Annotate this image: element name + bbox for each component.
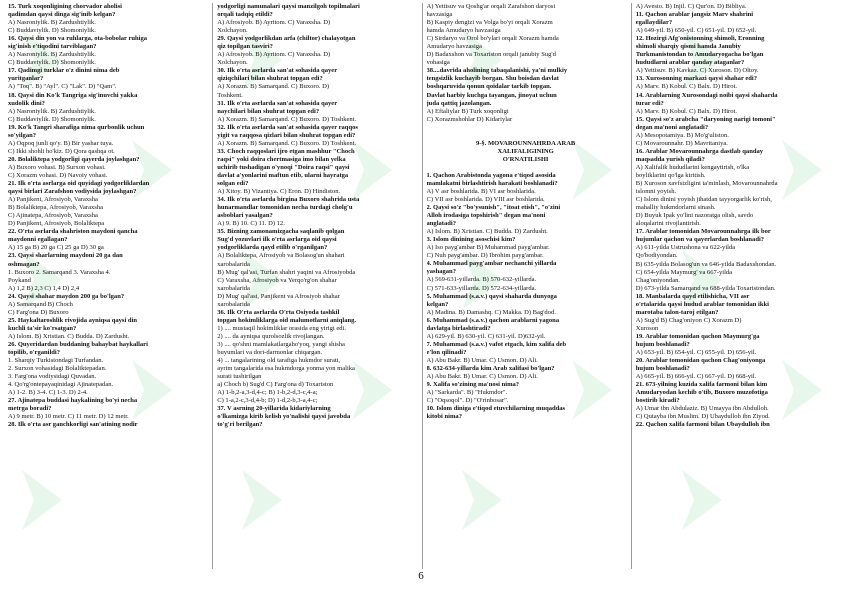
answer-line: A) Xalifalik hududlarini kengaytirish, o'lka (635, 163, 750, 171)
question-line: kitobi nima? (426, 413, 462, 421)
question-line: 9-§. MOVAROUNNAHRDA ARAB (475, 139, 576, 147)
answer-line: Chag'oniyondan. (635, 276, 681, 284)
answer-line: 2. Surxon vohasidagi Bolaliktepadan. (8, 365, 107, 373)
question-line: 20. Arablar tomonidan qachon Chag'oniyonga (635, 357, 766, 365)
answer-line: A) Islom. B) Xristian. C) Budda. D) Zardusht. (8, 332, 130, 340)
question-line: yigit va raqqosa qizlari bilan shuhrat topgan edi? (217, 131, 356, 139)
question-line: oshmagan? (8, 260, 40, 268)
question-line: 8. 632-634-yillarda kim Arab xalifasi bo'lgan? (426, 364, 555, 372)
question-line: e'lon qilinadi? (426, 348, 467, 356)
answer-line: C) Buddaviylik. D) Shomoniylik. (8, 115, 96, 123)
question-line: Turkmanistondan to Amudaryogacha bo'lgan (635, 51, 764, 59)
question-line: 12. Hozirgi Afg'onistonning shimoli, Eronning (635, 35, 765, 43)
question-line: degan ma'noni anglatadi? (635, 123, 709, 131)
question-line: topgan hokimliklarga oid malumotlarni aniqlang. (217, 316, 357, 324)
question-line: 4. Muhammad payg'ambar nechanchi yillarda (426, 260, 557, 268)
answer-line: xarobalarida (217, 300, 250, 308)
question-line: 6. Muhammad (s.a.v.) qachon arablarni yagona (426, 316, 560, 324)
question-line: juda qattiq jazolangan. (426, 99, 492, 107)
answer-line: B) 635-yilda Bolasog'un va 646-yilda Badaxshondan. (635, 260, 777, 268)
answer-line: B) Xuroson xavfsizligini ta'minlash, Movarounnahrda (635, 180, 778, 188)
question-line: yuritganlar? (8, 75, 44, 83)
answer-line: C) Sirdaryo va Orol bo'ylari orqali Xorazm hamda (426, 35, 559, 43)
answer-line: A) 1-2. B) 3-4. C) 1-3. D) 2-4. (8, 389, 88, 397)
question-line: 34. Ilk o'rta asrlarda birgina Buxoro shahrida usta (217, 196, 360, 204)
answer-line: C) Farg'ona D) Buxoro (8, 308, 69, 316)
answer-line: vohasiga (426, 59, 450, 67)
answer-line: A) Nasroniylik. B) Zardushtiylik. (8, 19, 96, 27)
answer-line: D) Mug' qal'asi, Panjikent va Afrosiyob shahar (217, 292, 340, 300)
question-line: to'g'ri berilgan? (217, 421, 263, 429)
question-line: qiziqchilari bilan shuhrat topgan edi? (217, 75, 323, 83)
question-line: 30. Ilk o'rta asrlarda san'at sohasida qayer (217, 67, 338, 75)
answer-line: A) 15 ga B) 20 ga C) 25 ga D) 30 ga (8, 244, 104, 252)
answer-line: buyumlari va dori-darmonlar chiqargan. (217, 349, 323, 357)
answer-line: A) Oqpoq junli qo'y. B) Bir yashar tuya. (8, 139, 114, 147)
question-line: shimoli sharqiy qismi hamda Janubiy (635, 43, 741, 51)
question-line: naychilari bilan shuhrat topgan edi? (217, 107, 320, 115)
answer-line: xarobalarida (217, 284, 250, 292)
question-line: marotaba talon-taroj etilgan? (635, 308, 719, 316)
question-line: 23. Qaysi sharlarning maydoni 20 ga dan (8, 252, 123, 260)
question-line: egallaydilar? (635, 19, 673, 27)
question-line: maqsadda yurish qiladi? (635, 155, 705, 163)
answer-line: islomni yoyish. (635, 188, 677, 196)
question-line: 31. Ilk o'rta asrlarda san'at sohasida qayer (217, 99, 338, 107)
question-line: o'lkamizga kirib kelish yo'nalishi qaysi javobda (217, 413, 351, 421)
answer-line: C) Movarounnahr. D) Mavritaniya. (635, 139, 728, 147)
question-line: 36. Ilk O'rta asrlarda O'rta Osiyoda tashkil (217, 308, 340, 316)
question-line: 21. Ilk o'rta asrlarga oid quyidagi yodgorliklardan (8, 180, 150, 188)
question-line: mamlakatni birlashtirish harakati boshlanadi? (426, 179, 558, 187)
question-line: yodgorligi namunalari qaysi manzilgoh topilmalari (217, 3, 360, 10)
question-line: turar edi? (635, 99, 664, 107)
question-line: Sug'd yozuvlari ilk o'rta asrlarga oid qaysi (217, 236, 337, 244)
question-line: 17. Arablar tomonidan Movarounnahrga ilk bor (635, 228, 771, 236)
question-line: 10. Islom diniga e'tiqod etuvchilarning muqaddas (426, 405, 566, 413)
question-line: hujumlar qachon va qayerlardan boshlanadi? (635, 236, 765, 244)
question-line: 26. Quyeridardan buddaning bahaybat haykallari (8, 340, 148, 348)
answer-line: D) 673-yilda Samarqand va 688-yilda Toxaristondan. (635, 284, 776, 292)
column-1 (6, 3, 208, 569)
answer-line: A) "Toq". B) "Ayl". C) "Lak". D) "Qam". (8, 83, 117, 91)
question-line: o'rtalarida qaysi hudud arablar tomonidan ikki (635, 300, 769, 308)
answer-line: C) Ikki shohli ho'kiz. D) Qora qashqa ot. (8, 147, 115, 155)
answer-line: C) Ajinatepa, Afrosiyob, Varaxsha (8, 212, 98, 220)
answer-line: B) Bolaliktepa, Afrosiyob, Varaxsha (8, 204, 103, 212)
answer-line: A) 611-yilda Ustrushona va 622-yilda (635, 244, 736, 252)
question-line: 16. Qaysi din yon va ruhlarga, ota-bobolar ruhiga (8, 35, 148, 43)
question-line: O'RNATILISHI (502, 155, 549, 163)
answer-line: C) Buddaviylik. D) Shomoniylik. (8, 27, 96, 35)
answer-line: C) 1-a,2-c,3-d,4-b; D) 1-d,2-b,3-a,4-c; (217, 397, 318, 405)
question-line: 5. Muhammad (s.a.v.) qaysi shaharda dunyoga (426, 292, 557, 300)
answer-line: A) V asr boshlarida. B) VI asr boshlarida. (426, 187, 536, 195)
question-line: 14. Arablarning Xurosondagi noibi qaysi shaharda (635, 91, 778, 99)
answer-line: C) Islom dinini yoyish jihatdan tayyorgarlik ko'rish, (635, 196, 772, 204)
answer-line: A) Afrosiyob. B) Ayritom. C) Varaxsha. D) (217, 51, 331, 59)
answer-line: xarobalarida (217, 260, 250, 268)
answer-line: A) Madina. B) Damashq. C) Makka. D) Bag'dod. (426, 308, 556, 316)
answer-line: 4. Qo'rg'ontepayaqinidagi Ajinatepadan. (8, 381, 114, 389)
answer-line: A) 9 metr. B) 10 metr. C) 11 metr. D) 12 metr. (8, 413, 129, 421)
question-line: Davlat harbiy kuchga tayangan, jinoyat uchun (426, 91, 557, 99)
answer-line: A) Panjikent, Afrosiyob, Varaxsha (8, 196, 98, 204)
answer-line: A) Umar ibn Abdulaziz. B) Umayya ibn Abdulloh. (635, 405, 769, 413)
answer-line: hamda Amudaryo havzasiga (426, 27, 501, 35)
question-line: 11. Qachon arablar jangsiz Marv shahrini (635, 11, 754, 19)
question-line: 37. V asrning 20-yillarida kidariylarning (217, 405, 331, 413)
question-line: anglatadi? (426, 220, 456, 228)
question-line: 21. 673-yilning kuzida xalifa farmoni bilan kim (635, 381, 768, 389)
answer-line: A) Xorazm. B) Samarqand. C) Buxoro. D) Toshkent. (217, 115, 357, 123)
question-line: yodgorliklarda qayd etilib o'rganilgan? (217, 244, 328, 252)
question-line: davlat a'yonlarini maftun etib, ularni hayratga (217, 171, 349, 179)
answer-line: A) Yettisuv va Qoshg'ar orqali Zarafshon daryosi (426, 3, 556, 10)
question-line: davlatga birlashtiradi? (426, 324, 491, 332)
question-line: 19. Arablar tomonidan qachon Maymurg'ga (635, 332, 760, 340)
question-line: Amudaryodan kechib o'tib, Buxoro muzofotiga (635, 389, 768, 397)
question-line: asboblari yasalgan? (217, 212, 273, 220)
answer-line: Amudaryo havzasiga (426, 43, 482, 51)
question-line: 17. Qadimgi turklar o'z dinini nima deb (8, 67, 120, 75)
answer-line: A) Buxoro vohasi. B) Surxon vohasi. (8, 163, 106, 171)
question-line: qaysi birlari Zarafshon vodiysida joylashgan? (8, 188, 137, 196)
answer-line: boyliklarini qo'lga kiritish. (635, 171, 706, 179)
answer-line: Xolchayon. (217, 59, 248, 67)
question-line: 38....davrida aholining tabaqalanishi, ya'ni mulkiy (426, 67, 568, 75)
answer-line: B) Kaspiy dengizi va Volga bo'yi orqali Xorazm (426, 19, 553, 27)
page-number: 6 (418, 570, 424, 582)
answer-line: surati tushirilgan (217, 373, 262, 381)
answer-line: 4) ... tangalarining old tarafiga hukmdor surati, (217, 357, 341, 365)
answer-line: 1) .... mustaqil hokimliklar orasida eng yirigi edi. (217, 324, 346, 332)
question-line: 18. Manbalarda qayd etilishicha, VII asr (635, 292, 750, 300)
answer-line: A) Bolaliktepa, Afrosiyob va Bolasog'un shahari (217, 252, 345, 260)
question-line: hududlarni arablar qanday ataganlar? (635, 59, 745, 67)
answer-line: C) Xorazmshohlar D) Kidariylar (426, 115, 513, 123)
answer-line: 1. Sharqiy Turkistondagi Turfandan. (8, 357, 104, 365)
question-line: uchirib tushadigan o'ynoqi "Doira raqsi" qaysi (217, 163, 350, 171)
question-line: 18. Qaysi din Ko'k Tangriga sig'inuvchi yakka (8, 91, 138, 99)
question-line: tengsizlik kuchayib borgan. Shu boisdan davlat (426, 75, 559, 83)
question-line: hujum boshlanadi? (635, 340, 690, 348)
question-line: sig'inish e'tiqodini tarviblagan? (8, 43, 97, 51)
blank-line (427, 164, 625, 172)
answer-line: C) 571-633-yillarda. D) 572-634-yillarda. (426, 284, 537, 292)
question-line: boshqaruvida qonun qoidalar tarkib topgan. (426, 83, 552, 91)
column-3 (422, 3, 627, 569)
question-line: 28. Ilk o'rta asr ganchkorligi san'atining nodir (8, 421, 138, 429)
answer-line: D) Buyuk Ipak yo'lini nazoratga olish, savdo (635, 212, 754, 220)
question-line: kuchli ta'sir ko'rsatgan? (8, 324, 77, 332)
answer-line: 3. Farg'ona vodiysidagi Quvadan. (8, 373, 97, 381)
answer-line: A) 1,2 B) 2,3 C) 1,4 D) 2,4 (8, 284, 80, 292)
question-line: 19. Ko'k Tangri sharafiga nima qurbonlik uchun (8, 123, 145, 131)
question-line: metrga boradi? (8, 405, 52, 413)
answer-line: A) Abu Bakr. B) Umar. C) Usmon. D) Ali. (426, 373, 538, 381)
question-line: 7. Muhammad (s.a.v.) vafot etgach, kim xalifa deb (426, 340, 567, 348)
question-line: 32. Ilk o'rta asrlarda san'at sohasida qayer raqqos (217, 123, 358, 131)
answer-line: A) Avesto. B) Injil. C) Qur'on. D) Bibliya. (635, 3, 747, 10)
question-line: 22. Qachon xalifa farmoni bilan Ubaydulloh ibn (635, 421, 770, 429)
question-line: 20. Bolaliktepa yodgorligi qayerda joylashgan? (8, 155, 140, 163)
answer-line: A) Afrosiyob. B) Ayritom. C) Varaxsha. D) (217, 19, 331, 27)
answer-line: A) Marv. B) Kobul. C) Balx. D) Hirot. (635, 107, 737, 115)
answer-line: A) 1-b,2-a,3-d,4-c; B) 1-b,2-d,3-c,4-a; (217, 389, 318, 397)
answer-line: mahalliy hukmdorlarni sinash. (635, 204, 716, 212)
question-line: xudolik dini? (8, 99, 45, 107)
question-line: 25. Haykaltaroshlik rivojida ayniqsa qaysi din (8, 316, 138, 324)
answer-line: B) Mug' qal'asi, Turfan shahri yaqini va Afrosiyobda (217, 268, 356, 276)
question-line: topilib, o'rganildi? (8, 349, 61, 357)
answer-line: 2) .... da ayniqsa qurolsozlik rivojlangan. (217, 332, 325, 340)
answer-line: A) Mesopotamiya. B) Mo'g'uliston. (635, 131, 729, 139)
question-line: maydonni egallagan? (8, 236, 68, 244)
answer-line: A) Xorazm. B) Samarqand. C) Buxoro. D) (217, 83, 330, 91)
question-line: 1. Qachon Arabistonda yagona e'tiqod asosida (426, 171, 556, 179)
answer-line: C) Varaxsha, Afrosiyob va Yerqo'rg'on shahar (217, 276, 337, 284)
answer-line: A) Xitoy. B) Vizantiya. C) Eron. D) Hindiston. (217, 188, 341, 196)
answer-line: Xolchayon. (217, 27, 248, 35)
answer-line: C) Nuh payg'ambar. D) Ibrohim payg'ambar. (426, 252, 544, 260)
answer-line: A) Yettisuv. B) Kavkaz. C) Xuroson. D) Oltoy. (635, 67, 759, 75)
question-line: so'yilgan? (8, 131, 37, 139)
question-line: 9. Xalifa so'zining ma'nosi nima? (426, 381, 520, 389)
question-line: XALIFALIGINING (497, 147, 554, 155)
question-line: 35. Bizning zamonamizgacha saqlanib qolgan (217, 228, 345, 236)
question-line: Alloh irodasiga topshirish" degan ma'noni (426, 212, 546, 220)
question-line: 27. Ajinatepa buddasi haykalining bo'yi necha (8, 397, 138, 405)
question-line: 2. Qaysi so'z "bo'ysunish", "itoat etish", "o'zini (426, 204, 561, 212)
answer-line: Toshkent. (217, 91, 243, 99)
question-line: yashagan? (426, 268, 456, 276)
question-line: 15. Qaysi so'z arabcha "daryoning narigi tomoni" (635, 115, 776, 123)
answer-line: A) Nasroniylik. B) Zardushtiylik. (8, 107, 96, 115)
question-line: 13. Xurosonning markazi qaysi shahar edi? (635, 75, 758, 83)
question-line: orqali tadqiq etildi? (217, 11, 273, 19)
answer-line: A) 569-631-yillarda. B) 570-632-yillarda. (426, 276, 537, 284)
question-line: qiz topilgan tasviri? (217, 43, 273, 51)
question-line: 24. Qaysi shahar maydon 200 ga bo'lgan? (8, 292, 125, 300)
text-columns (6, 3, 836, 569)
answer-line: D) Badaxshon va Toxariston orqali janubiy Sug'd (426, 51, 556, 59)
question-line: 33. Choch raqqoslari ijro etgan mashhur "Choch (217, 147, 355, 155)
answer-line: A) Marv. B) Kobul. C) Balx. D) Hirot. (635, 83, 737, 91)
answer-line: C) Xorazm vohasi. D) Navoiy vohasi. (8, 171, 108, 179)
answer-line: A) 9. B) 10. C) 11. D) 12. (217, 220, 285, 228)
answer-line: C) Buddaviylik. D) Shomoniylik. (8, 59, 96, 67)
answer-line: A) Eftaliylar B) Turk xoqonligi (426, 107, 509, 115)
question-line: kelgan? (426, 300, 449, 308)
blank-line (427, 132, 625, 140)
column-4 (631, 3, 836, 569)
question-line: 22. O'rta asrlarda shahriston maydoni qancha (8, 228, 138, 236)
answer-line: A) Iso payg'ambar B) Muhammad payg'ambar. (426, 244, 550, 252)
answer-line: D) Panjikent, Afrosiyob, Bolaliktepa (8, 220, 105, 228)
answer-line: C) 654-yilda Maymurg' va 667-yilda (635, 268, 733, 276)
question-line: hujum boshlanadi? (635, 365, 690, 373)
column-2 (212, 3, 417, 569)
answer-line: Poykand (8, 276, 31, 284)
question-line: hunarmandlar tomonidan necha turdagi cholg'u (217, 204, 353, 212)
question-line: 29. Qaysi yodgorlikdan arfa (chiltor) chalayotgan (217, 35, 356, 43)
answer-line: Xuroson (635, 324, 659, 332)
answer-line: 1. Buxoro 2. Samarqand 3. Varaxsha 4. (8, 268, 111, 276)
answer-line: C) "Oqsoqol". D) "O'rinbosar". (426, 397, 509, 405)
answer-line: A) "Sarkarda". B) "Hukmdor". (426, 389, 508, 397)
answer-line: A) Samarqand B) Choch (8, 300, 73, 308)
answer-line: A) 629-yil. B) 630-yil. C) 631-yil. D)632-yil. (426, 332, 546, 340)
answer-line: a) Choch b) Sug'd C) Farg'ona d) Toxariston (217, 381, 334, 389)
question-line: qadimdan qaysi dinga sig'inib kelgan? (8, 11, 116, 19)
answer-line: A) Islom. B) Xristian. C) Budda. D) Zardusht. (426, 228, 548, 236)
question-line: bostirib kiradi? (635, 397, 680, 405)
answer-line: A) Nasroniylik. B) Zardushtiylik. (8, 51, 96, 59)
question-line: solgan edi? (217, 180, 249, 188)
answer-line: aloqalarini rivojlantirish. (635, 220, 701, 228)
answer-line: A) Sug'd B) Chag'oniyon C) Xorazm D) (635, 316, 742, 324)
answer-line: Qo'bodiyondan. (635, 252, 678, 260)
answer-line: A) 665-yil. B) 666-yil. C) 667-yil. D) 668-yil. (635, 373, 757, 381)
blank-line (427, 124, 625, 132)
answer-line: ayrim tangalarida esa hukmdorga yonma yon malika (217, 365, 355, 373)
answer-line: A) 649-yil. B) 650-yil. C) 651-yil. D) 652-yil. (635, 27, 757, 35)
answer-line: C) VII asr boshlarida. D) VIII asr boshlarida. (426, 195, 545, 203)
answer-line: A) Xorazm. B) Samarqand. C) Buxoro. D) Toshkent. (217, 139, 357, 147)
question-line: 3. Islom dinining asoschisi kim? (426, 236, 516, 244)
question-line: 16. Arablar Movarounnahrga dastlab qanday (635, 147, 764, 155)
answer-line: C) Qutayba ibn Muslim. D) Ubaydulloh ibn Ziyod. (635, 413, 770, 421)
answer-line: A) Abu Bakr. B) Umar. C) Usmon. D) Ali. (426, 356, 538, 364)
question-line: raqsi" yoki doira chertmasiga imo bilan yelka (217, 155, 346, 163)
answer-line: A) 653-yil. B) 654-yil. C) 655-yil. D) 656-yil. (635, 349, 757, 357)
question-line: 15. Turk xoqonligining chorvador aholisi (8, 3, 122, 10)
answer-line: 3) .... qo'shni mamlakatlargaho'yoq, yangi shisha (217, 340, 345, 348)
answer-line: havzasiga (426, 11, 453, 19)
